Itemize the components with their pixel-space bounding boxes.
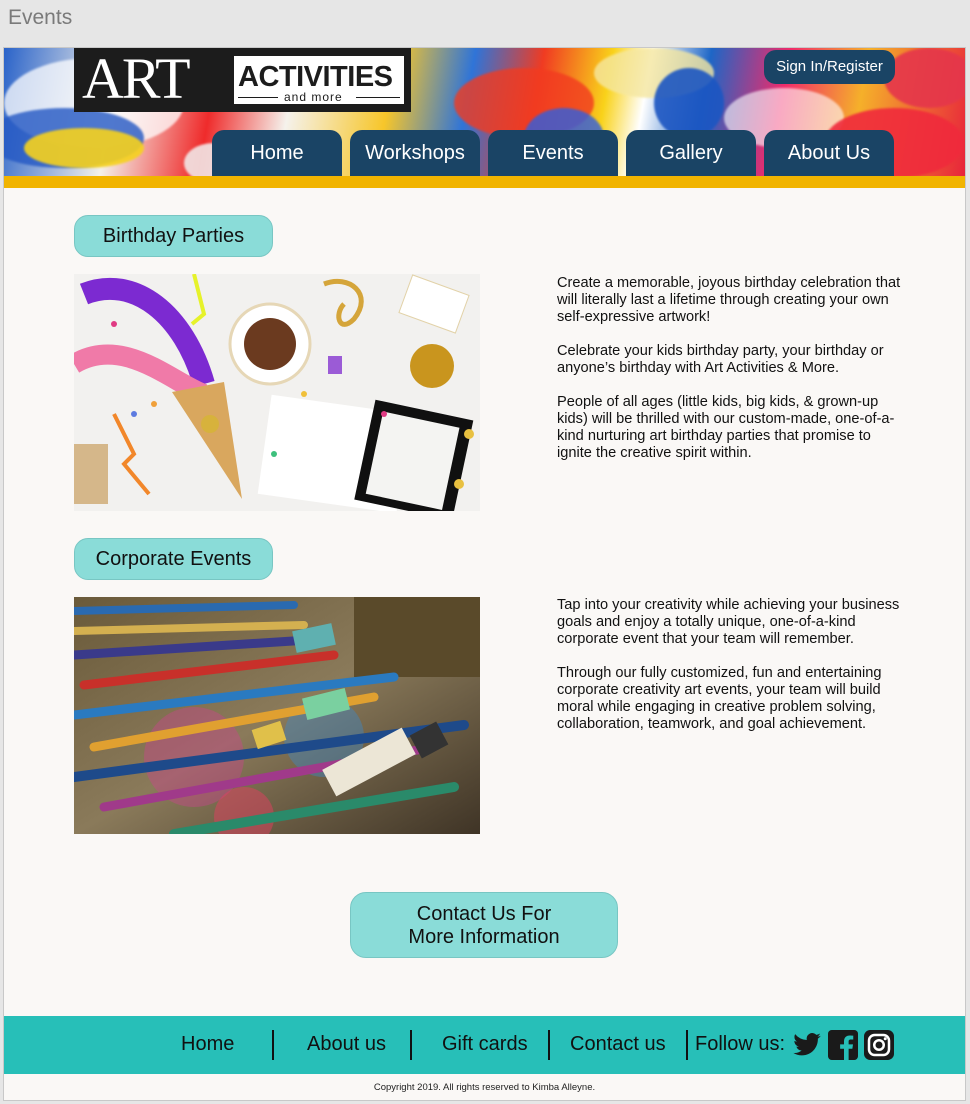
corporate-paragraph: Through our fully customized, fun and entertaining corporate creativity art events, your team will build moral while engaging in creative problem solving, collaboration, teamwork, and goal achievement. bbox=[557, 665, 882, 732]
logo-and-more-text: and more bbox=[284, 90, 343, 104]
footer-link-home[interactable]: Home bbox=[181, 1033, 235, 1055]
footer-link-gift-cards[interactable]: Gift cards bbox=[442, 1033, 528, 1055]
follow-us-label: Follow us: bbox=[695, 1033, 786, 1055]
window-title: Events bbox=[8, 6, 73, 29]
birthday-party-photo bbox=[74, 274, 480, 511]
logo-activities-text: ACTIVITIES bbox=[238, 61, 393, 93]
nav-tab-about-us[interactable]: About Us bbox=[764, 130, 894, 176]
nav-tab-events[interactable]: Events bbox=[488, 130, 618, 176]
page-frame bbox=[3, 47, 966, 1101]
logo-art-text: ART bbox=[82, 47, 189, 111]
nav-tab-home[interactable]: Home bbox=[212, 130, 342, 176]
corporate-events-photo bbox=[74, 597, 480, 834]
footer-link-about-us[interactable]: About us bbox=[307, 1033, 386, 1055]
footer-link-contact-us[interactable]: Contact us bbox=[570, 1033, 666, 1055]
copyright-text: Copyright 2019. All rights reserved to Kimba Alleyne. bbox=[373, 1082, 596, 1093]
facebook-icon[interactable] bbox=[828, 1030, 858, 1060]
footer-separator bbox=[272, 1030, 274, 1060]
nav-tab-workshops[interactable]: Workshops bbox=[350, 130, 480, 176]
birthday-paragraph: People of all ages (little kids, big kids, & grown-up kids) will be thrilled with our custom-made, one-of-a-kind nurturing art birthday parties that promise to ignite the creative spirit within. bbox=[557, 394, 895, 461]
window-titlebar bbox=[0, 0, 970, 40]
contact-us-button[interactable] bbox=[350, 892, 618, 958]
section-heading-corporate-events: Corporate Events bbox=[74, 538, 273, 580]
contact-button-line-2: More Information bbox=[408, 926, 560, 948]
site-logo[interactable] bbox=[74, 48, 411, 112]
header-accent-bar bbox=[4, 176, 965, 188]
birthday-paragraph: Celebrate your kids birthday party, your birthday or anyone’s birthday with Art Activities & More. bbox=[557, 343, 884, 376]
footer-separator bbox=[548, 1030, 550, 1060]
corporate-description bbox=[557, 597, 902, 750]
logo-rule-right bbox=[356, 97, 400, 98]
footer-separator bbox=[686, 1030, 688, 1060]
site-footer bbox=[4, 1016, 965, 1074]
instagram-icon[interactable] bbox=[864, 1030, 894, 1060]
contact-button-line-1: Contact Us For bbox=[416, 903, 552, 925]
logo-activities-box bbox=[232, 54, 406, 106]
logo-rule-left bbox=[238, 97, 278, 98]
twitter-icon[interactable] bbox=[792, 1030, 822, 1060]
section-heading-birthday-parties: Birthday Parties bbox=[74, 215, 273, 257]
birthday-paragraph: Create a memorable, joyous birthday celebration that will literally last a lifetime through creating your own self-expressive artwork! bbox=[557, 275, 901, 325]
birthday-description bbox=[557, 275, 902, 479]
corporate-paragraph: Tap into your creativity while achieving your business goals and enjoy a totally unique, one-of-a-kind corporate event that your team will remember. bbox=[557, 597, 900, 647]
sign-in-register-button[interactable]: Sign In/Register bbox=[764, 50, 895, 84]
nav-tab-gallery[interactable]: Gallery bbox=[626, 130, 756, 176]
footer-separator bbox=[410, 1030, 412, 1060]
